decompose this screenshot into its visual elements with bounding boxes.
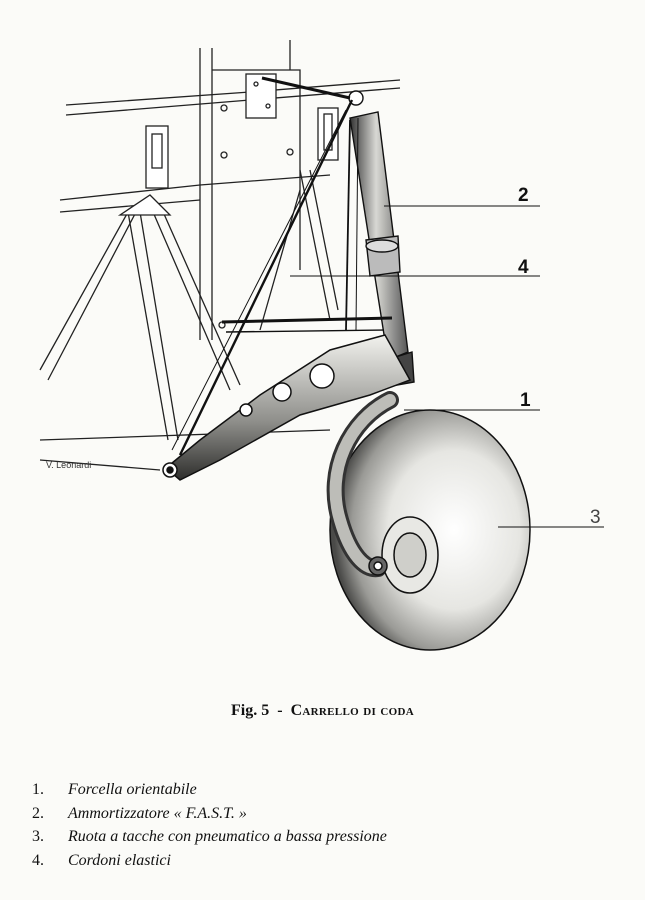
figure-number: Fig. 5 xyxy=(231,702,270,719)
legend-number: 4. xyxy=(32,851,44,869)
tail-wheel xyxy=(330,400,530,650)
callout-label-3: 3 xyxy=(590,507,601,528)
legend-number: 3. xyxy=(32,828,44,845)
callout-label-2: 2 xyxy=(518,185,529,206)
legend-text: Ruota a tacche con pneumatico a bassa pressione xyxy=(68,828,387,845)
callout-label-4: 4 xyxy=(518,257,529,278)
legend-number: 1. xyxy=(32,781,44,798)
figure-title: Carrello di coda xyxy=(290,702,414,719)
legend-text: Forcella orientabile xyxy=(68,781,197,798)
legend-item xyxy=(32,825,387,849)
caption-separator: - xyxy=(277,702,283,719)
legend-text: Cordoni elastici xyxy=(68,851,171,869)
legend-text: Ammortizzatore « F.A.S.T. » xyxy=(68,804,247,822)
legend-item xyxy=(32,849,387,873)
figure-caption xyxy=(0,702,645,720)
fuselage-frame xyxy=(40,40,400,470)
callout-label-1: 1 xyxy=(520,390,531,411)
legend-item xyxy=(32,778,387,802)
legend-number: 2. xyxy=(32,804,44,822)
parts-legend xyxy=(32,778,387,872)
legend-item xyxy=(32,802,387,826)
illustrator-signature: V. Leonardi xyxy=(46,460,92,470)
